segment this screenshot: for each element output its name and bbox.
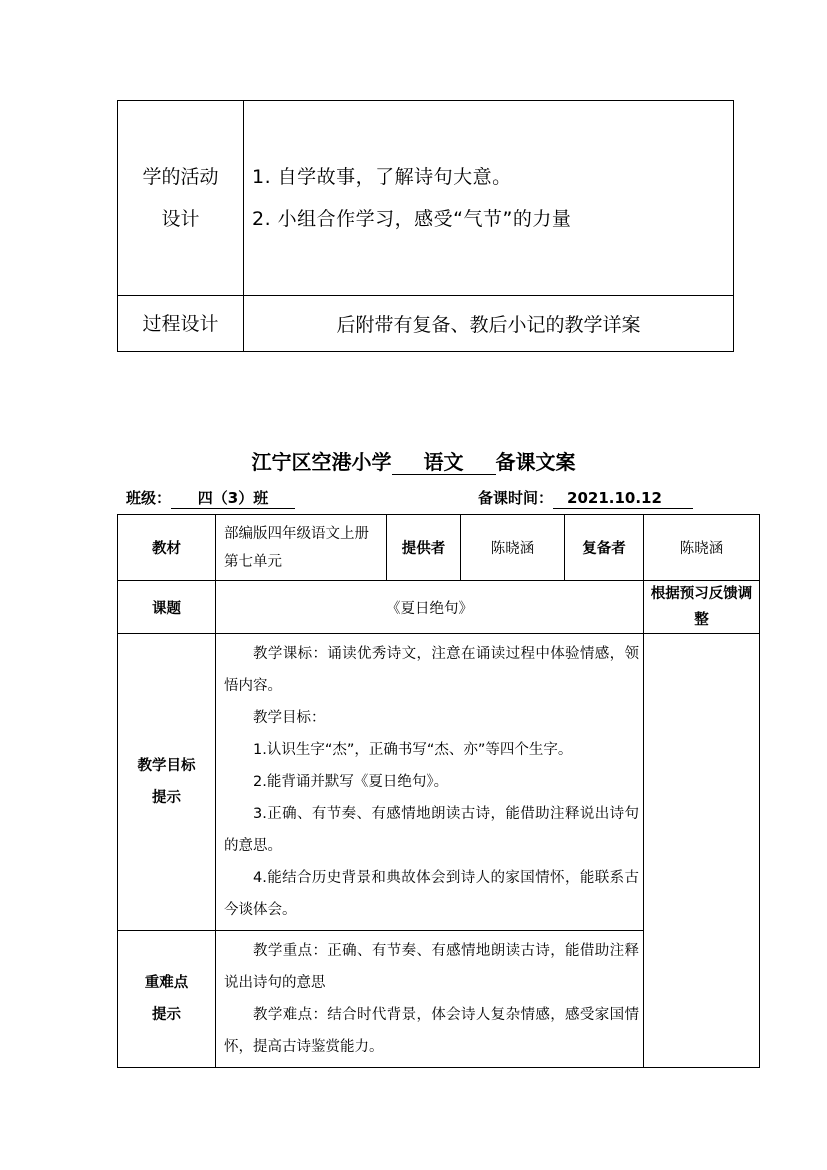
activity-item-1: 1. 自学故事，了解诗句大意。 bbox=[252, 166, 512, 188]
reviewer-label: 复备者 bbox=[565, 515, 644, 581]
key-line-2: 教学难点：结合时代背景，体会诗人复杂情感，感受家国情怀，提高古诗鉴赏能力。 bbox=[224, 1007, 639, 1055]
goals-label-line2: 提示 bbox=[152, 790, 181, 806]
key-label-line2: 提示 bbox=[152, 1007, 181, 1023]
page-title bbox=[0, 446, 827, 475]
activity-label-line1: 学的活动 bbox=[142, 166, 219, 188]
material-label: 教材 bbox=[118, 515, 216, 581]
doc-type: 备课文案 bbox=[495, 450, 576, 474]
goals-label-cell bbox=[118, 634, 216, 931]
activity-item-2: 2. 小组合作学习，感受“气节”的力量 bbox=[252, 208, 572, 230]
provider-value: 陈晓涵 bbox=[461, 515, 565, 581]
goals-line-5: 3.正确、有节奏、有感情地朗读古诗，能借助注释说出诗句的意思。 bbox=[224, 806, 639, 854]
time-label: 备课时间： bbox=[478, 489, 554, 507]
activity-content-cell bbox=[244, 101, 734, 296]
material-value: 部编版四年级语文上册第七单元 bbox=[216, 515, 387, 581]
key-label-line1: 重难点 bbox=[144, 975, 189, 991]
goals-line-3: 1.认识生字“杰”，正确书写“杰、亦”等四个生字。 bbox=[253, 742, 573, 758]
goals-line-2: 教学目标： bbox=[253, 710, 326, 726]
goals-label-line1: 教学目标 bbox=[137, 758, 196, 774]
feedback-cell bbox=[644, 634, 760, 1068]
topic-label: 课题 bbox=[118, 581, 216, 634]
goals-line-4: 2.能背诵并默写《夏日绝句》。 bbox=[253, 774, 449, 790]
time-value: 2021.10.12 bbox=[553, 488, 693, 509]
activity-label-line2: 设计 bbox=[161, 208, 200, 230]
goals-line-6: 4.能结合历史背景和典故体会到诗人的家国情怀，能联系古今谈体会。 bbox=[224, 870, 639, 918]
provider-label: 提供者 bbox=[387, 515, 461, 581]
process-label: 过程设计 bbox=[118, 296, 244, 352]
school-name: 江宁区空港小学 bbox=[251, 450, 392, 474]
goals-line-1: 教学课标：诵读优秀诗文，注意在诵读过程中体验情感，领悟内容。 bbox=[224, 646, 639, 694]
activity-label-cell bbox=[118, 101, 244, 296]
subject-name: 语文 bbox=[392, 450, 496, 475]
class-label: 班级： bbox=[126, 489, 172, 507]
activity-table bbox=[117, 100, 734, 352]
class-field bbox=[126, 487, 295, 509]
key-label-cell bbox=[118, 931, 216, 1068]
goals-content bbox=[216, 634, 644, 931]
time-field bbox=[478, 487, 693, 509]
feedback-label: 根据预习反馈调整 bbox=[644, 581, 760, 634]
process-text: 后附带有复备、教后小记的教学详案 bbox=[244, 296, 734, 352]
topic-value: 《夏日绝句》 bbox=[216, 581, 644, 634]
lesson-table bbox=[117, 514, 760, 1068]
key-line-1: 教学重点：正确、有节奏、有感情地朗读古诗，能借助注释说出诗句的意思 bbox=[224, 943, 639, 991]
key-content bbox=[216, 931, 644, 1068]
class-value: 四（3）班 bbox=[171, 488, 295, 509]
reviewer-value: 陈晓涵 bbox=[644, 515, 760, 581]
